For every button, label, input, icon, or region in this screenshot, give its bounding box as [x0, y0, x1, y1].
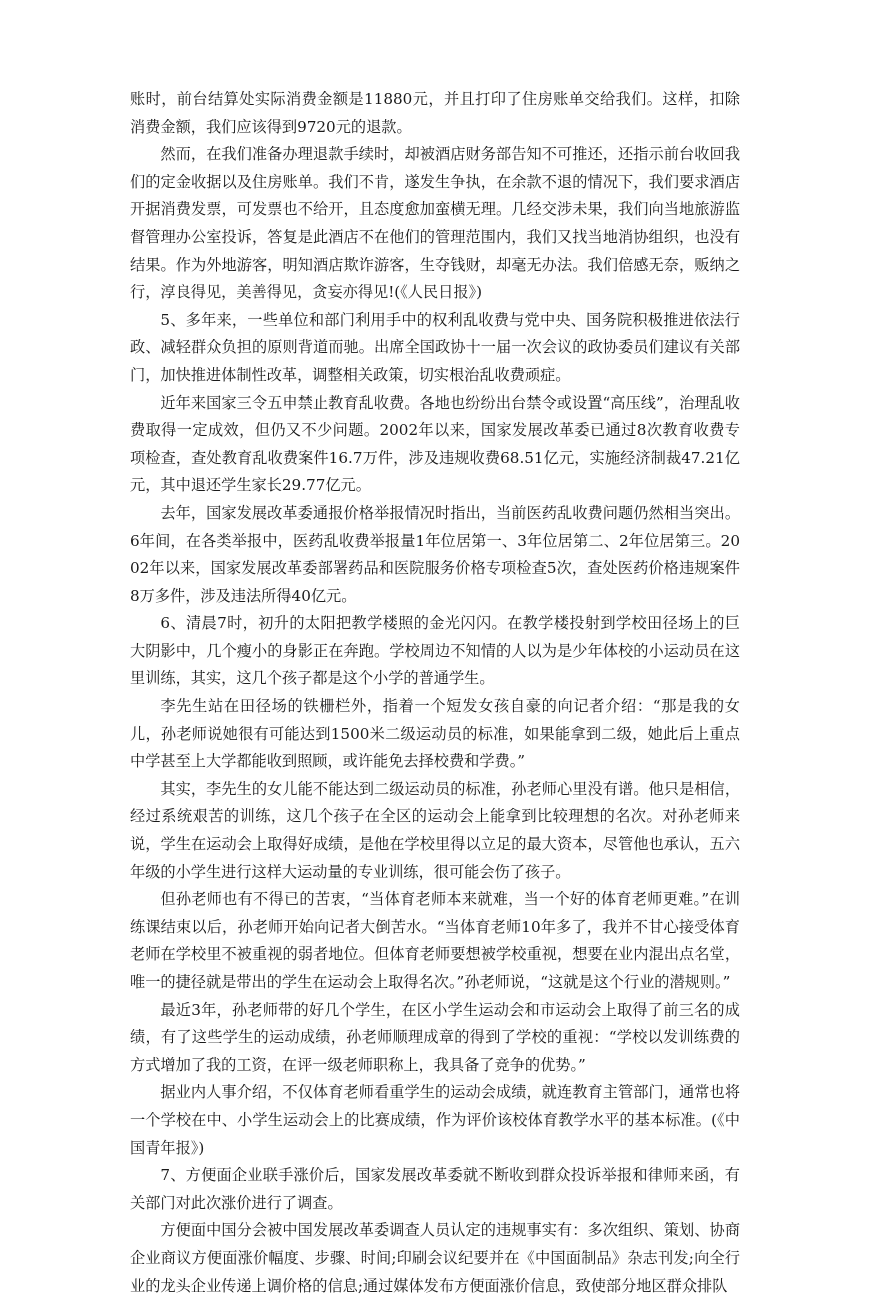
paragraph-3: 5、多年来，一些单位和部门利用手中的权利乱收费与党中央、国务院积极推进依法行政、减轻群众负担的原则背道而驰。出席全国政协十一届一次会议的政协委员们建议有关部门，加快推进体制性改革，调整相关政策，切实根治乱收费顽症。 [130, 310, 740, 384]
paragraph-10: 最近3年，孙老师带的好几个学生，在区小学生运动会和市运动会上取得了前三名的成绩，有了这些学生的运动成绩，孙老师顺理成章的得到了学校的重视：“学校以发训练费的方式增加了我的工资，在评一级老师职称上，我具备了竞争的优势。” [130, 1000, 740, 1074]
paragraph-7: 李先生站在田径场的铁栅栏外，指着一个短发女孩自豪的向记者介绍：“那是我的女儿，孙老师说她很有可能达到1500米二级运动员的标准，如果能拿到二级，她此后上重点中学甚至上大学都能收到照顾，或许能免去择校费和学费。” [130, 697, 740, 771]
paragraph-5: 去年，国家发展改革委通报价格举报情况时指出，当前医药乱收费问题仍然相当突出。6年间，在各类举报中，医药乱收费举报量1年位居第一、3年位居第二、2年位居第三。2002年以来，国家发展改革委部署药品和医院服务价格专项检查5次，查处医药价格违规案件8万多件，涉及违法所得40亿元。 [130, 503, 740, 605]
paragraph-8: 其实，李先生的女儿能不能达到二级运动员的标准，孙老师心里没有谱。他只是相信，经过系统艰苦的训练，这几个孩子在全区的运动会上能拿到比较理想的名次。对孙老师来说，学生在运动会上取得好成绩，是他在学校里得以立足的最大资本，尽管他也承认，五六年级的小学生进行这样大运动量的专业训练，很可能会伤了孩子。 [130, 779, 740, 881]
paragraph-2: 然而，在我们准备办理退款手续时，却被酒店财务部告知不可推还，还指示前台收回我们的定金收据以及住房账单。我们不肯，遂发生争执，在余款不退的情况下，我们要求酒店开据消费发票，可发票也不给开，且态度愈加蛮横无理。几经交涉未果，我们向当地旅游监督管理办公室投诉，答复是此酒店不在他们的管理范围内，我们又找当地消协组织，也没有结果。作为外地游客，明知酒店欺诈游客，生夺钱财，却毫无办法。我们倍感无奈，贩纳之行，淳良得见，美善得见，贪妄亦得见!(《人民日报》) [130, 145, 740, 302]
paragraph-9: 但孙老师也有不得已的苦衷，“当体育老师本来就难，当一个好的体育老师更难。”在训练课结束以后，孙老师开始向记者大倒苦水。“当体育老师10年多了，我并不甘心接受体育老师在学校里不被重视的弱者地位。但体育老师要想被学校重视，想要在业内混出点名堂，唯一的捷径就是带出的学生在运动会上取得名次。”孙老师说，“这就是这个行业的潜规则。” [130, 890, 740, 991]
paragraph-4: 近年来国家三令五申禁止教育乱收费。各地也纷纷出台禁令或设置“高压线”，治理乱收费取得一定成效，但仍又不少问题。2002年以来，国家发展改革委已通过8次教育收费专项检查，查处教育乱收费案件16.7万件，涉及违规收费68.51亿元，实施经济制裁47.21亿元，其中退还学生家长29.77亿元。 [130, 393, 740, 495]
paragraph-6: 6、清晨7时，初升的太阳把教学楼照的金光闪闪。在教学楼投射到学校田径场上的巨大阴影中，几个瘦小的身影正在奔跑。学校周边不知情的人以为是少年体校的小运动员在这里训练，其实，这几个孩子都是这个小学的普通学生。 [130, 614, 740, 688]
paragraph-12: 7、方便面企业联手涨价后，国家发展改革委就不断收到群众投诉举报和律师来函，有关部门对此次涨价进行了调查。 [130, 1166, 740, 1212]
paragraph-1: 账时，前台结算处实际消费金额是11880元，并且打印了住房账单交给我们。这样，扣除消费金额，我们应该得到9720元的退款。 [130, 90, 740, 136]
paragraph-11: 据业内人事介绍，不仅体育老师看重学生的运动会成绩，就连教育主管部门，通常也将一个学校在中、小学生运动会上的比赛成绩，作为评价该校体育教学水平的基本标准。(《中国青年报》) [130, 1083, 740, 1157]
document-body [130, 86, 740, 1300]
paragraph-13: 方便面中国分会被中国发展改革委调查人员认定的违规事实有：多次组织、策划、协商企业商议方便面涨价幅度、步骤、时间;印刷会议纪要并在《中国面制品》杂志刊发;向全行业的龙头企业传递上调价格的信息;通过媒体发布方便面涨价信息，致使部分地区群众排队 [130, 1221, 740, 1295]
